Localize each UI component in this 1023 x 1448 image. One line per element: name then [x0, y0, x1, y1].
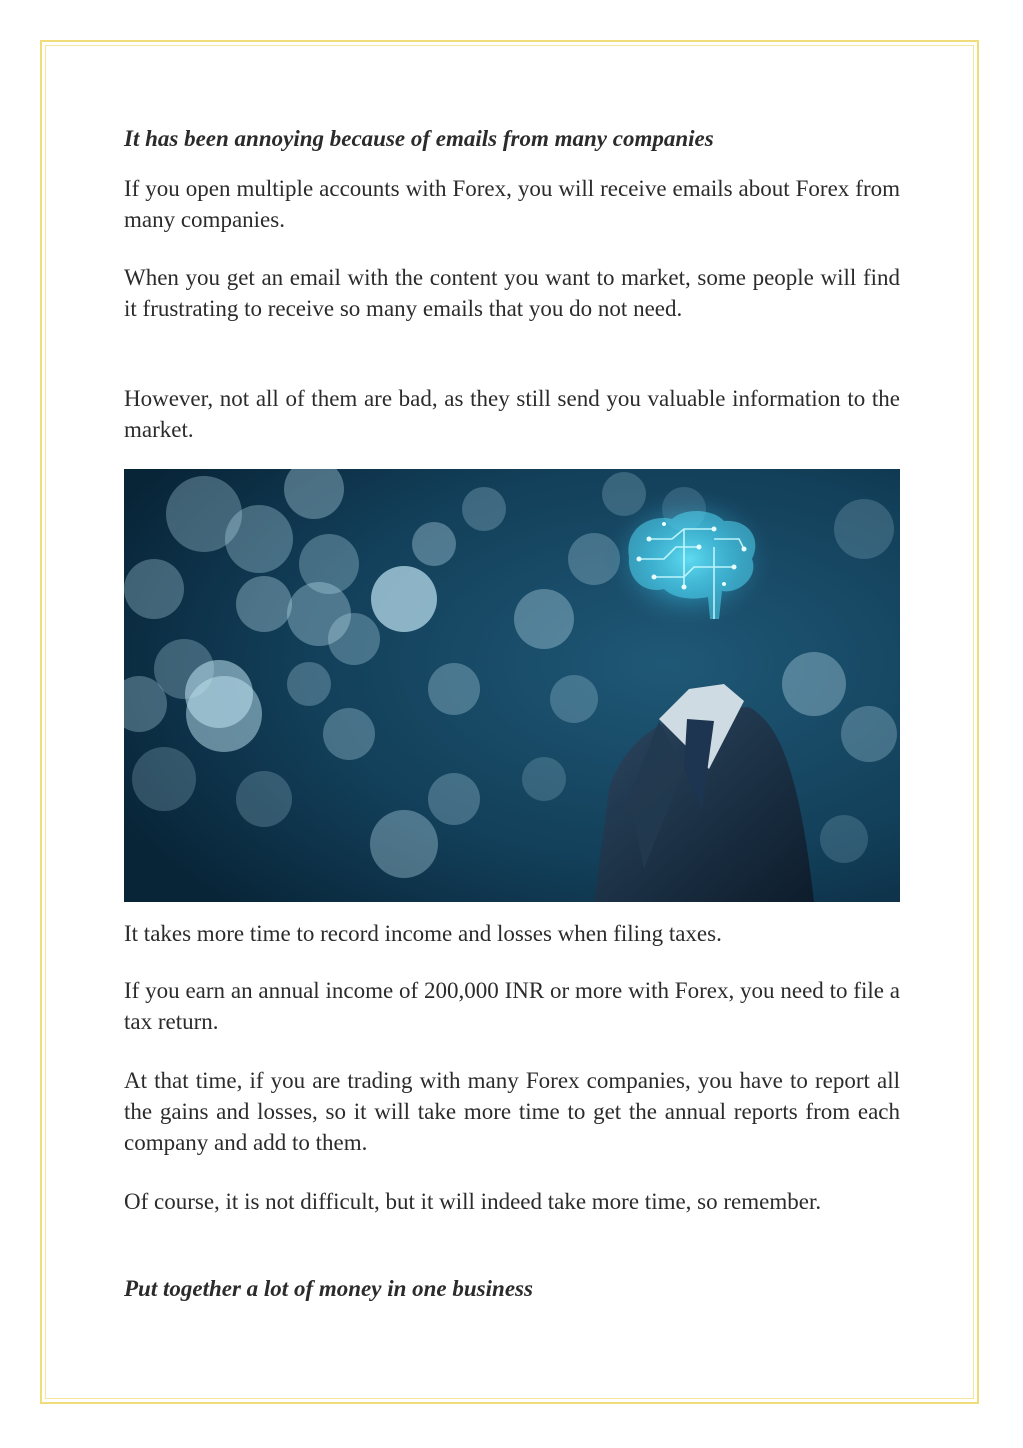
paragraph: If you open multiple accounts with Forex, you will receive emails about Forex from many companies. [124, 176, 900, 232]
paragraph: Of course, it is not difficult, but it will indeed take more time, so remember. [124, 1189, 822, 1214]
brain-icon [604, 489, 774, 629]
paragraph: When you get an email with the content you want to market, some people will find it frustrating to receive so many emails that you do not need. [124, 265, 900, 321]
paragraph: If you earn an annual income of 200,000 INR or more with Forex, you need to file a tax return. [124, 978, 900, 1034]
section-heading: It has been annoying because of emails from many companies [124, 126, 714, 151]
paragraph: It takes more time to record income and losses when filing taxes. [124, 921, 722, 946]
article-image [124, 469, 900, 902]
paragraph: At that time, if you are trading with many Forex companies, you have to report all the gains and losses, so it will take more time to get the annual reports from each company and add to them. [124, 1068, 900, 1155]
paragraph: However, not all of them are bad, as they still send you valuable information to the market. [124, 386, 900, 442]
section-heading: Put together a lot of money in one business [124, 1276, 533, 1301]
